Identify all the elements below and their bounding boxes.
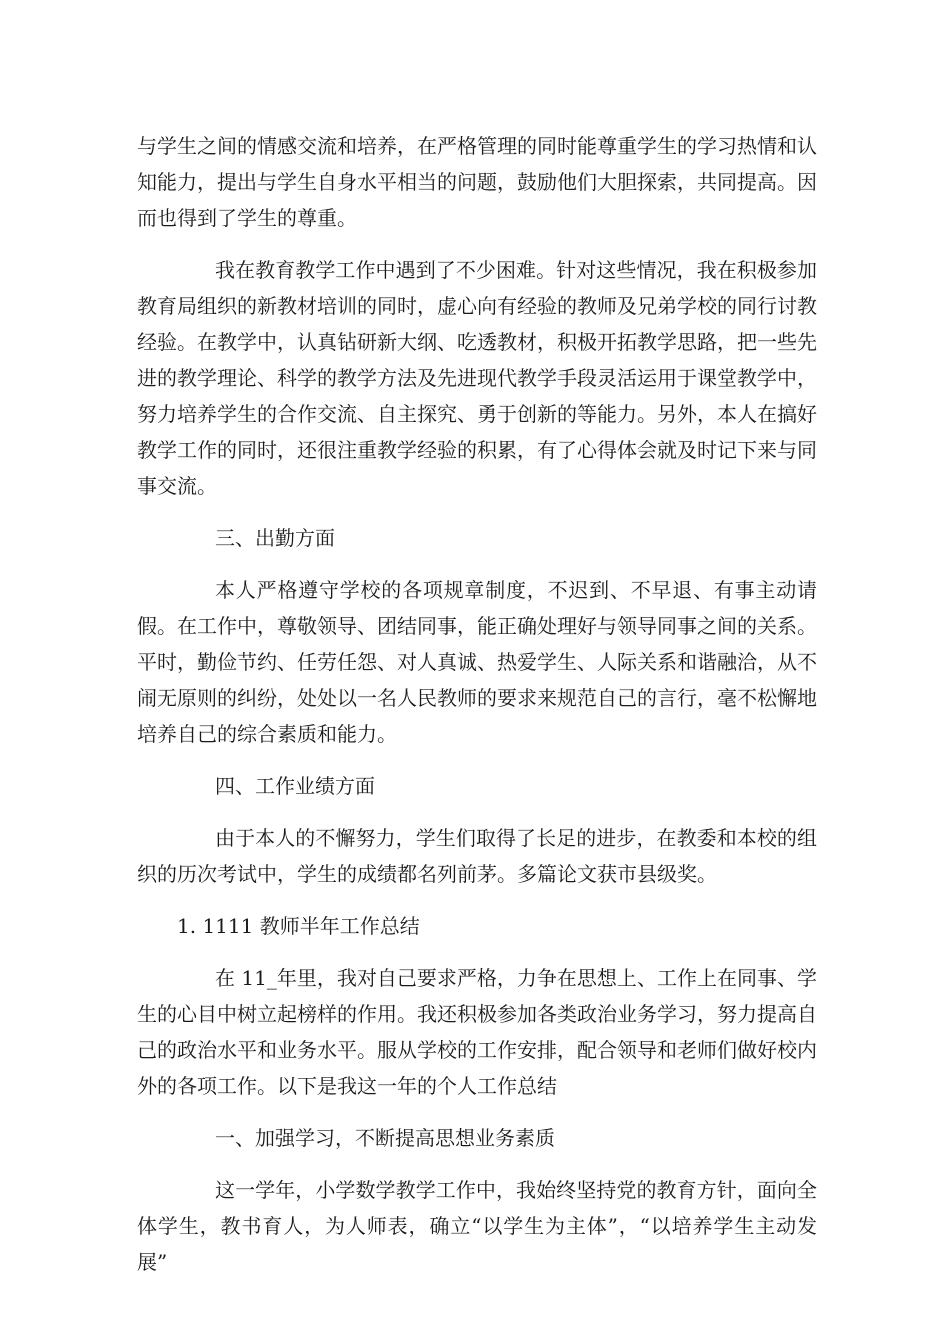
paragraph-8: 在 11_年里，我对自己要求严格，力争在思想上、工作上在同事、学生的心目中树立起榜样的作用。我还积极参加各类政治业务学习，努力提高自己的政治水平和业务水平。服从学校的工作安排，配合领导和老师们做好校内外的各项工作。以下是我这一年的个人工作总结 [137, 966, 817, 1098]
section-heading-performance: 四、工作业绩方面 [215, 774, 375, 798]
section-heading-study: 一、加强学习，不断提高思想业务素质 [215, 1126, 555, 1150]
section-heading-attendance: 三、出勤方面 [215, 526, 335, 550]
document-title-half-year-summary: 1. 1111 教师半年工作总结 [177, 914, 420, 938]
paragraph-4: 本人严格遵守学校的各项规章制度，不迟到、不早退、有事主动请假。在工作中，尊敬领导、团结同事，能正确处理好与领导同事之间的关系。平时，勤俭节约、任劳任怨、对人真诚、热爱学生、人际关系和谐融洽，从不闹无原则的纠纷，处处以一名人民教师的要求来规范自己的言行，毫不松懈地培养自己的综合素质和能力。 [137, 578, 817, 746]
paragraph-2: 我在教育教学工作中遇到了不少困难。针对这些情况，我在积极参加教育局组织的新教材培训的同时，虚心向有经验的教师及兄弟学校的同行讨教经验。在教学中，认真钻研新大纲、吃透教材，积极开拓教学思路，把一些先进的教学理论、科学的教学方法及先进现代教学手段灵活运用于课堂教学中，努力培养学生的合作交流、自主探究、勇于创新的等能力。另外，本人在搞好教学工作的同时，还很注重教学经验的积累，有了心得体会就及时记下来与同事交流。 [137, 258, 817, 498]
paragraph-6: 由于本人的不懈努力，学生们取得了长足的进步，在教委和本校的组织的历次考试中，学生的成绩都名列前茅。多篇论文获市县级奖。 [137, 826, 817, 886]
paragraph-1: 与学生之间的情感交流和培养，在严格管理的同时能尊重学生的学习热情和认知能力，提出与学生自身水平相当的问题，鼓励他们大胆探索，共同提高。因而也得到了学生的尊重。 [137, 134, 817, 230]
paragraph-10: 这一学年，小学数学教学工作中，我始终坚持党的教育方针，面向全体学生，教书育人，为人师表，确立“以学生为主体”，“以培养学生主动发展” [137, 1178, 817, 1274]
document-page [137, 128, 817, 1296]
